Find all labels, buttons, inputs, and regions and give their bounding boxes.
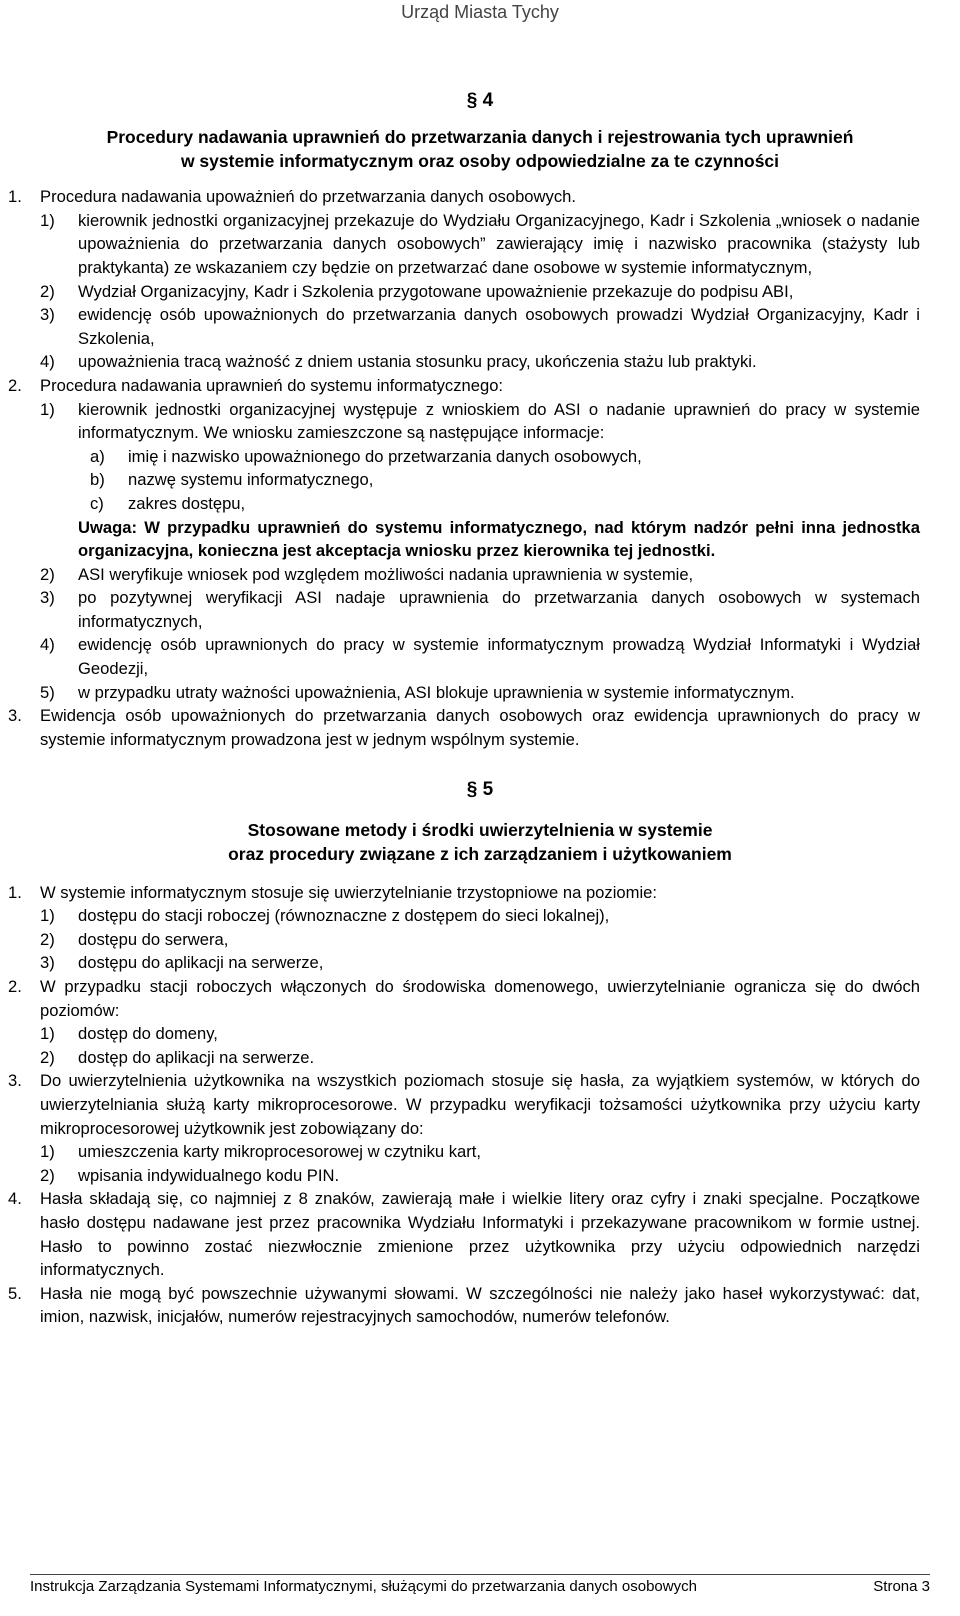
s5-item-2-text: W przypadku stacji roboczych włączonych do środowiska domenowego, uwierzytelnianie ogranicza się do dwóch poziomów: [40,977,920,1020]
footer-page-number: Strona 3 [873,1578,930,1595]
s4-item-2-sub-5: 5) w przypadku utraty ważności upoważnienia, ASI blokuje uprawnienia w systemie informatycznym. [40,682,795,702]
s4-item-3 [8,704,920,751]
s5-item-2-number: 2. [8,977,22,996]
s5-item-3-text: Do uwierzytelnienia użytkownika na wszystkich poziomach stosuje się hasła, za wyjątkiem systemów, w których do uwierzytelniania służą karty mikroprocesorowe. W przypadku weryfikacji tożsamości użytkownika przy użyciu karty mikroprocesorowej użytkownik jest zobowiązany do: [40,1071,920,1138]
s5-item-1-number: 1. [8,882,22,902]
s4-item-2-sub-4: 4) ewidencję osób uprawnionych do pracy w systemie informatycznym prowadzą Wydział Informatyki i Wydział Geodezji, [40,635,920,679]
document-body [8,86,920,1329]
section-5-title-line2: oraz procedury związane z ich zarządzaniem i użytkowaniem [228,844,732,865]
s5-item-3-number: 3. [8,1071,22,1091]
s5-item-1-text: W systemie informatycznym stosuje się uwierzytelnianie trzystopniowe na poziomie: [40,882,657,902]
page-footer [30,1578,930,1595]
s4-item-1-sub-1: 1) kierownik jednostki organizacyjnej przekazuje do Wydziału Organizacyjnego, Kadr i Szkolenia „wniosek o nadanie upoważnienia do przetwarzania danych osobowych” zawierający imię i nazwisko pracownika (stażysty lub praktykanta) ze wskazaniem czy będzie on przetwarzać dane osobowe w systemie informatycznym, [40,210,920,277]
section-sign-4: § 4 [466,90,494,111]
s4-item-2 [8,374,920,704]
s5-item-1-sub-3: 3) dostępu do aplikacji na serwerze, [40,953,324,973]
footer-rule [30,1574,930,1575]
s4-item-2-sub-2: 2) ASI weryfikuje wniosek pod względem możliwości nadania uprawnienia w systemie, [40,564,694,584]
section-5-title-line1: Stosowane metody i środki uwierzytelnienia w systemie [247,820,713,841]
s4-item-1-sub-4: 4) upoważnienia tracą ważność z dniem ustania stosunku pracy, ukończenia stażu lub praktyki. [40,352,757,372]
section-4-title-line2: w systemie informatycznym oraz osoby odpowiedzialne za te czynności [180,150,780,171]
s5-item-3 [8,1069,920,1187]
s4-item-2-sub-3: 3) po pozytywnej weryfikacji ASI nadaje uprawnienia do przetwarzania danych osobowych w systemach informatycznych, [40,588,920,631]
s4-item-1-sub-2: 2) Wydział Organizacyjny, Kadr i Szkolenia przygotowane upoważnienie przekazuje do podpisu ABI, [40,281,794,301]
s4-item-1-number: 1. [8,187,22,207]
s5-item-5 [8,1282,920,1329]
s5-item-2 [8,975,920,1069]
s5-item-3-sub-1: 1) umieszczenia karty mikroprocesorowej w czytniku kart, [40,1142,481,1162]
s4-item-2-note: Uwaga: W przypadku uprawnień do systemu informatycznego, nad którym nadzór pełni inna jednostka organizacyjna, konieczna jest akceptacja wniosku przez kierownika tej jednostki. [78,517,920,561]
s5-item-1-sub-1: 1) dostępu do stacji roboczej (równoznaczne z dostępem do sieci lokalnej), [40,906,610,926]
s4-item-2-letter-a: a) imię i nazwisko upoważnionego do przetwarzania danych osobowych, [90,446,642,466]
s4-item-2-letter-c: c) zakres dostępu, [90,493,246,513]
s4-item-1-sub-3: 3) ewidencję osób upoważnionych do przetwarzania danych osobowych prowadzi Wydział Organizacyjny, Kadr i Szkolenia, [40,305,920,348]
s5-item-4-text: Hasła składają się, co najmniej z 8 znaków, zawierają małe i wielkie litery oraz cyfry i znaki specjalne. Początkowe hasło dostępu nadawane jest przez pracownika Wydziału Informatyki i przekazywane pracownikom w formie ustnej. Hasło to powinno zostać niezwłocznie zmienione przez użytkownika przy użyciu odpowiednich narzędzi informatycznych. [40,1189,920,1280]
s5-item-1-sub-2: 2) dostępu do serwera, [40,929,229,949]
s5-item-3-sub-2: 2) wpisania indywidualnego kodu PIN. [40,1165,340,1185]
s4-item-1 [8,185,920,374]
s5-item-1 [8,881,920,975]
section-4-title-line1: Procedury nadawania uprawnień do przetwarzania danych i rejestrowania tych uprawnień [106,127,854,147]
s5-item-4-number: 4. [8,1189,22,1209]
s5-item-2-sub-2: 2) dostęp do aplikacji na serwerze. [40,1047,315,1067]
s4-item-3-number: 3. [8,706,22,726]
section-sign-5: § 5 [466,779,494,801]
page-header: Urząd Miasta Tychy [401,2,559,22]
s4-item-2-sub-1: 1) kierownik jednostki organizacyjnej występuje z wnioskiem do ASI o nadanie uprawnień do pracy w systemie informatycznym. We wniosku zamieszczone są następujące informacje: [40,399,920,443]
s5-item-5-number: 5. [8,1283,22,1303]
s5-item-2-sub-1: 1) dostęp do domeny, [40,1024,218,1044]
s4-item-2-text: Procedura nadawania uprawnień do systemu informatycznego: [40,375,504,395]
s4-item-2-letter-b: b) nazwę systemu informatycznego, [90,470,374,490]
s4-item-3-text: Ewidencja osób upoważnionych do przetwarzania danych osobowych oraz ewidencja uprawnionych do pracy w systemie informatycznym prowadzona jest w jednym wspólnym systemie. [40,706,920,749]
s5-item-5-text: Hasła nie mogą być powszechnie używanymi słowami. W szczególności nie należy jako haseł wykorzystywać: dat, imion, nazwisk, inicjałów, numerów rejestracyjnych samochodów, numerów telefonów. [40,1283,920,1327]
s4-item-1-text: Procedura nadawania upoważnień do przetwarzania danych osobowych. [40,187,576,207]
s4-item-2-number: 2. [8,375,22,395]
footer-document-title: Instrukcja Zarządzania Systemami Informatycznymi, służącymi do przetwarzania danych osobowych [30,1578,697,1595]
s5-item-4 [8,1187,920,1281]
